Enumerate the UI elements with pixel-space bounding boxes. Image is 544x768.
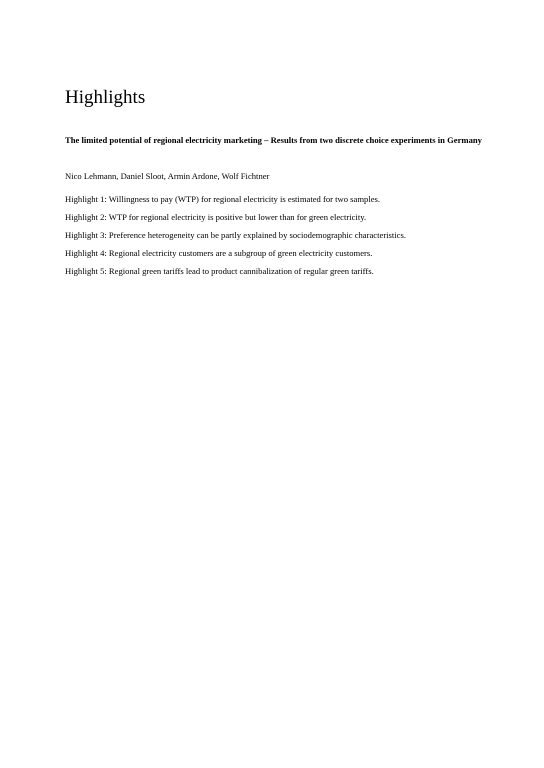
highlight-item-2: Highlight 2: WTP for regional electricity is positive but lower than for green electricity. (65, 212, 367, 222)
highlight-item-3: Highlight 3: Preference heterogeneity can be partly explained by sociodemographic characteristics. (65, 230, 406, 240)
page-heading: Highlights (65, 87, 146, 108)
author-list: Nico Lehmann, Daniel Sloot, Armin Ardone, Wolf Fichtner (65, 171, 270, 181)
highlights-list (65, 194, 406, 284)
paper-title: The limited potential of regional electricity marketing – Results from two discrete choice experiments in Germany (65, 135, 482, 145)
highlight-item-4: Highlight 4: Regional electricity customers are a subgroup of green electricity customers. (65, 248, 373, 258)
highlight-item-5: Highlight 5: Regional green tariffs lead to product cannibalization of regular green tariffs. (65, 266, 374, 276)
highlight-item-1: Highlight 1: Willingness to pay (WTP) for regional electricity is estimated for two samples. (65, 194, 381, 204)
